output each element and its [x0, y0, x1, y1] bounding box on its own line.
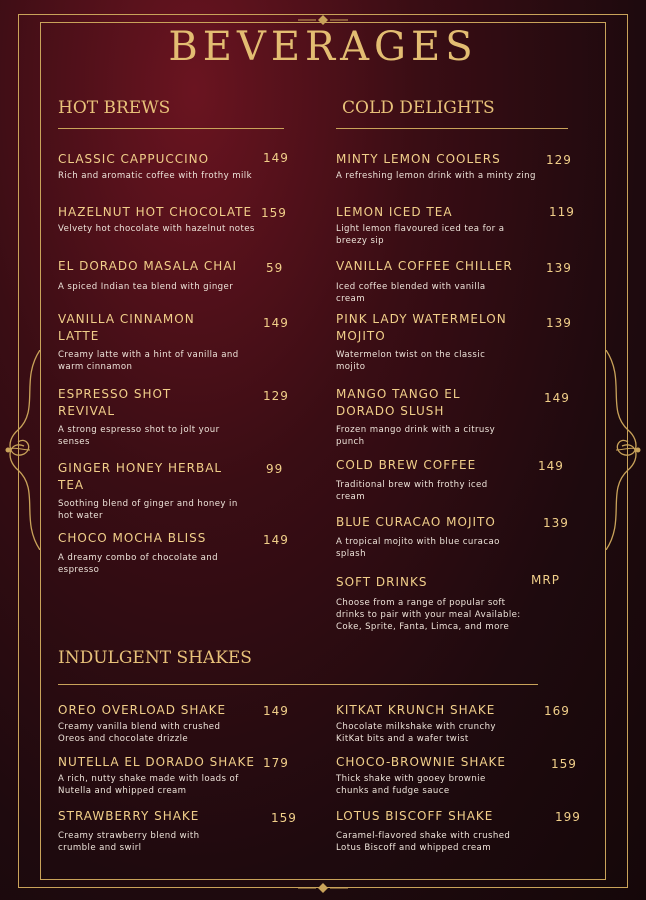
shakes-divider [58, 684, 538, 685]
menu-item [58, 151, 258, 182]
item-description: Watermelon twist on the classic mojito [336, 350, 486, 372]
menu-item [58, 754, 268, 797]
item-name: MANGO TANGO EL DORADO SLUSH [336, 387, 461, 418]
item-price: 179 [263, 756, 289, 770]
menu-item [336, 386, 536, 448]
menu-item [336, 204, 536, 247]
item-price: 149 [263, 316, 289, 330]
item-name: CHOCO-BROWNIE SHAKE [336, 755, 507, 769]
bottom-diamond-ornament [298, 882, 348, 894]
item-description: Soothing blend of ginger and honey in hot water [58, 499, 238, 521]
cold-divider [336, 128, 568, 129]
right-scroll-ornament [600, 350, 646, 550]
item-name: COLD BREW COFFEE [336, 458, 477, 472]
item-price: 129 [263, 389, 289, 403]
hot-divider [58, 128, 284, 129]
item-price: 159 [271, 811, 297, 825]
item-price: MRP [531, 573, 560, 587]
item-description: Frozen mango drink with a citrusy punch [336, 425, 496, 447]
menu-item [58, 460, 258, 522]
item-description: Chocolate milkshake with crunchy KitKat bits and a wafer twist [336, 722, 496, 744]
item-price: 149 [263, 151, 289, 165]
item-name: NUTELLA EL DORADO SHAKE [58, 755, 255, 769]
menu-item [336, 808, 536, 854]
item-name: MINTY LEMON COOLERS [336, 152, 501, 166]
menu-item [58, 311, 258, 373]
item-description: Creamy latte with a hint of vanilla and warm cinnamon [58, 350, 239, 372]
item-name: HAZELNUT HOT CHOCOLATE [58, 205, 253, 219]
menu-item [336, 311, 536, 373]
menu-item [336, 514, 536, 560]
menu-item [58, 702, 268, 745]
menu-item [336, 457, 536, 503]
item-description: Light lemon flavoured iced tea for a breezy sip [336, 224, 505, 246]
item-name: GINGER HONEY HERBAL TEA [58, 461, 223, 492]
item-price: 59 [266, 261, 284, 275]
item-price: 99 [266, 462, 284, 476]
menu-item [58, 530, 258, 576]
item-price: 149 [538, 459, 564, 473]
item-price: 139 [546, 261, 572, 275]
item-name: LOTUS BISCOFF SHAKE [336, 809, 494, 823]
item-description: A dreamy combo of chocolate and espresso [58, 553, 218, 575]
item-name: EL DORADO MASALA CHAI [58, 259, 238, 273]
left-scroll-ornament [0, 350, 46, 550]
item-description: A rich, nutty shake made with loads of Nutella and whipped cream [58, 774, 239, 796]
item-description: Traditional brew with frothy iced cream [336, 480, 488, 502]
item-description: Creamy vanilla blend with crushed Oreos and chocolate drizzle [58, 722, 221, 744]
menu-item [336, 702, 536, 745]
item-name: STRAWBERRY SHAKE [58, 809, 200, 823]
menu-item [58, 386, 258, 448]
item-name: KITKAT KRUNCH SHAKE [336, 703, 496, 717]
item-name: VANILLA CINNAMON LATTE [58, 312, 195, 343]
item-name: CHOCO MOCHA BLISS [58, 531, 207, 545]
section-hot-brews: HOT BREWS [58, 98, 171, 118]
item-description: Iced coffee blended with vanilla cream [336, 282, 486, 304]
item-description: Velvety hot chocolate with hazelnut notes [58, 224, 255, 234]
menu-title: BEVERAGES [168, 24, 478, 70]
item-name: CLASSIC CAPPUCCINO [58, 152, 210, 166]
item-price: 149 [263, 704, 289, 718]
item-price: 199 [555, 810, 581, 824]
item-name: PINK LADY WATERMELON MOJITO [336, 312, 507, 343]
item-price: 149 [263, 533, 289, 547]
item-price: 139 [543, 516, 569, 530]
item-name: ESPRESSO SHOT REVIVAL [58, 387, 172, 418]
menu-item [58, 204, 258, 235]
item-price: 119 [549, 205, 575, 219]
item-price: 139 [546, 316, 572, 330]
menu-item [336, 258, 536, 305]
item-name: OREO OVERLOAD SHAKE [58, 703, 227, 717]
item-description: A strong espresso shot to jolt your senses [58, 425, 220, 447]
item-price: 129 [546, 153, 572, 167]
item-name: BLUE CURACAO MOJITO [336, 515, 496, 529]
item-description: Choose from a range of popular soft drinks to pair with your meal Available: Coke, Sprite, Fanta, Limca, and more [336, 598, 521, 632]
item-name: LEMON ICED TEA [336, 205, 453, 219]
menu-item [58, 258, 258, 293]
item-description: A tropical mojito with blue curacao splash [336, 537, 500, 559]
item-description: A spiced Indian tea blend with ginger [58, 282, 234, 292]
item-description: Rich and aromatic coffee with frothy milk [58, 171, 252, 181]
item-description: Creamy strawberry blend with crumble and swirl [58, 831, 200, 853]
section-cold-delights: COLD DELIGHTS [342, 98, 495, 118]
item-price: 159 [261, 206, 287, 220]
item-price: 169 [544, 704, 570, 718]
item-name: VANILLA COFFEE CHILLER [336, 259, 513, 273]
item-price: 159 [551, 757, 577, 771]
menu-item [336, 754, 536, 797]
item-price: 149 [544, 391, 570, 405]
menu-item [336, 151, 536, 182]
section-indulgent-shakes: INDULGENT SHAKES [58, 648, 252, 668]
item-name: SOFT DRINKS [336, 575, 428, 589]
item-description: Thick shake with gooey brownie chunks and fudge sauce [336, 774, 486, 796]
item-description: Caramel-flavored shake with crushed Lotus Biscoff and whipped cream [336, 831, 511, 853]
item-description: A refreshing lemon drink with a minty zing [336, 171, 536, 181]
menu-item [336, 574, 536, 633]
menu-item [58, 808, 258, 854]
